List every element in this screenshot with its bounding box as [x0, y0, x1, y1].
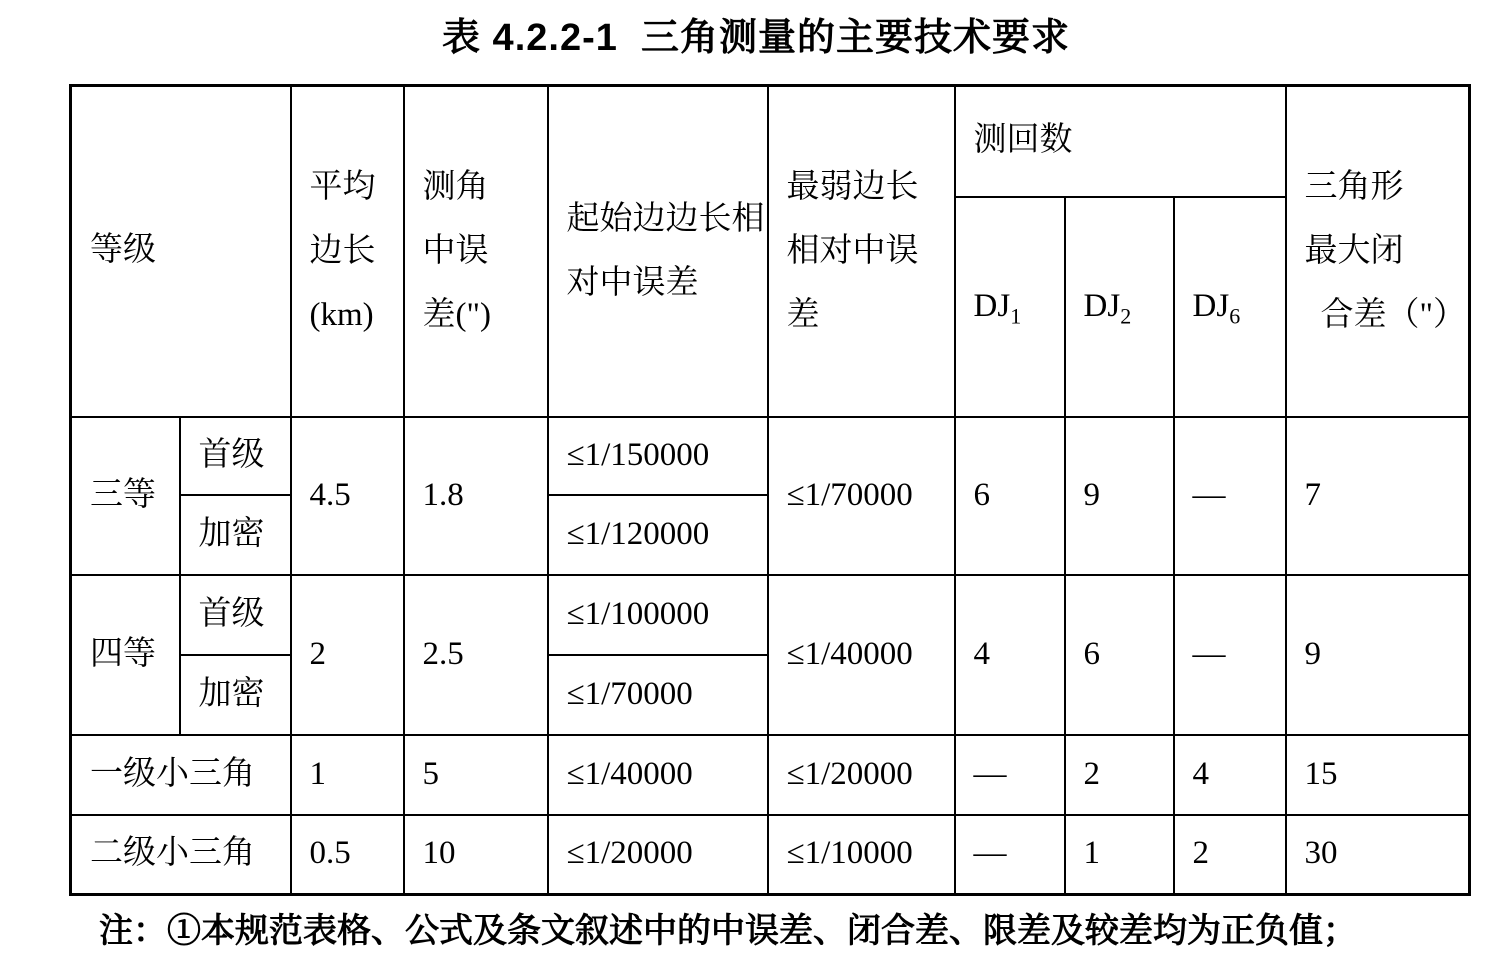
- header-line: 最弱边长: [786, 169, 919, 206]
- cell-avg-side: 1: [291, 735, 404, 815]
- cell-dj2: 1: [1065, 815, 1174, 895]
- cell-start-side: ≤1/150000: [548, 417, 768, 495]
- cell-grade: 三等: [71, 417, 180, 575]
- header-row-top: [71, 86, 1470, 197]
- cell-dj6: 4: [1174, 735, 1286, 815]
- table-row: [71, 575, 1470, 655]
- table-row: [71, 735, 1470, 815]
- cell-dj1: —: [955, 735, 1065, 815]
- cell-closure: 30: [1286, 815, 1470, 895]
- header-line: 差("): [422, 297, 491, 334]
- cell-angle-error: 5: [404, 735, 548, 815]
- cell-sub-grade: 首级: [180, 575, 291, 655]
- table-title: 表 4.2.2-1 三角测量的主要技术要求: [442, 17, 1070, 59]
- cell-start-side: ≤1/40000: [548, 735, 768, 815]
- cell-avg-side: 0.5: [291, 815, 404, 895]
- table-row: [71, 417, 1470, 495]
- cell-grade: 四等: [71, 575, 180, 735]
- cell-weakest-side: ≤1/10000: [768, 815, 955, 895]
- cell-closure: 7: [1286, 417, 1470, 575]
- cell-dj1: 6: [955, 417, 1065, 575]
- header-triangle-closure: [1286, 86, 1470, 417]
- cell-grade: 一级小三角: [71, 735, 291, 815]
- header-rounds: 测回数: [955, 86, 1286, 197]
- cell-sub-grade: 加密: [180, 655, 291, 735]
- dj-label: DJ: [1192, 287, 1230, 324]
- header-line: 对中误差: [566, 265, 699, 302]
- header-line: 相对中误: [786, 233, 919, 270]
- header-start-side-error: [548, 86, 768, 417]
- header-line: 三角形: [1304, 169, 1404, 206]
- dj-subscript: 6: [1229, 303, 1241, 329]
- cell-dj6: —: [1174, 575, 1286, 735]
- header-line: 平均: [309, 169, 376, 206]
- cell-grade: 二级小三角: [71, 815, 291, 895]
- header-grade: 等级: [71, 86, 291, 417]
- header-avg-side-length: [291, 86, 404, 417]
- header-line: 差: [786, 297, 820, 334]
- cell-avg-side: 2: [291, 575, 404, 735]
- footnote: 注：①本规范表格、公式及条文叙述中的中误差、闭合差、限差及较差均为正负值；: [99, 913, 1357, 950]
- header-line: (km): [309, 297, 374, 334]
- cell-sub-grade: 首级: [180, 417, 291, 495]
- header-angle-error: [404, 86, 548, 417]
- cell-angle-error: 1.8: [404, 417, 548, 575]
- cell-start-side: ≤1/120000: [548, 495, 768, 575]
- cell-weakest-side: ≤1/70000: [768, 417, 955, 575]
- cell-dj2: 6: [1065, 575, 1174, 735]
- dj-label: DJ: [1083, 287, 1121, 324]
- cell-dj1: 4: [955, 575, 1065, 735]
- header-line: 起始边边长相: [566, 201, 765, 238]
- dj-subscript: 2: [1120, 303, 1132, 329]
- cell-start-side: ≤1/100000: [548, 575, 768, 655]
- cell-angle-error: 2.5: [404, 575, 548, 735]
- cell-angle-error: 10: [404, 815, 548, 895]
- header-line: 测角: [422, 169, 489, 206]
- header-dj2: [1065, 197, 1174, 417]
- cell-dj2: 2: [1065, 735, 1174, 815]
- cell-start-side: ≤1/70000: [548, 655, 768, 735]
- cell-weakest-side: ≤1/40000: [768, 575, 955, 735]
- cell-sub-grade: 加密: [180, 495, 291, 575]
- header-line: 中误: [422, 233, 489, 270]
- cell-start-side: ≤1/20000: [548, 815, 768, 895]
- cell-dj6: —: [1174, 417, 1286, 575]
- cell-avg-side: 4.5: [291, 417, 404, 575]
- dj-subscript: 1: [1010, 303, 1022, 329]
- header-weakest-side-error: [768, 86, 955, 417]
- cell-closure: 15: [1286, 735, 1470, 815]
- cell-dj1: —: [955, 815, 1065, 895]
- triangulation-requirements-table: [69, 84, 1471, 896]
- header-line: 合差（"）: [1320, 297, 1466, 334]
- header-dj1: [955, 197, 1065, 417]
- header-dj6: [1174, 197, 1286, 417]
- header-line: 最大闭: [1304, 233, 1404, 270]
- cell-dj6: 2: [1174, 815, 1286, 895]
- dj-label: DJ: [973, 287, 1011, 324]
- cell-dj2: 9: [1065, 417, 1174, 575]
- cell-closure: 9: [1286, 575, 1470, 735]
- table-row: [71, 815, 1470, 895]
- cell-weakest-side: ≤1/20000: [768, 735, 955, 815]
- header-line: 边长: [309, 233, 376, 270]
